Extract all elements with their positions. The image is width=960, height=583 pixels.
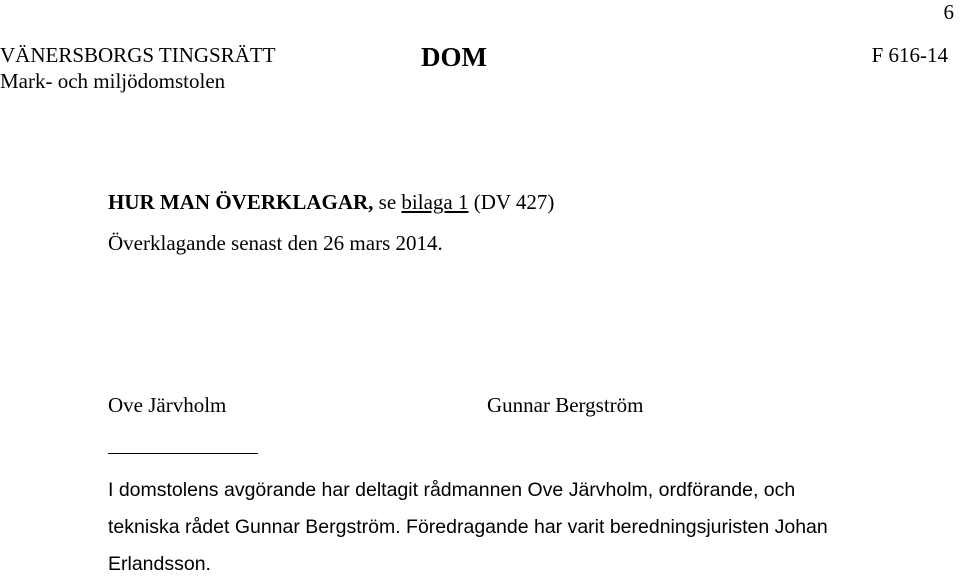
court-name-line-1: VÄNERSBORGS TINGSRÄTT — [0, 43, 276, 67]
appeal-heading: HUR MAN ÖVERKLAGAR, — [108, 190, 374, 214]
document-type: DOM — [421, 42, 487, 72]
composition-line-2: tekniska rådet Gunnar Bergström. Föredragande har varit beredningsjuristen Johan — [108, 516, 828, 538]
appeal-deadline: Överklagande senast den 26 mars 2014. — [108, 231, 443, 255]
court-name-line-2: Mark- och miljödomstolen — [0, 69, 226, 93]
signature-name-2: Gunnar Bergström — [487, 393, 644, 417]
signature-name-1: Ove Järvholm — [108, 393, 227, 417]
case-number: F 616-14 — [871, 43, 948, 67]
composition-line-1: I domstolens avgörande har deltagit rådmannen Ove Järvholm, ordförande, och — [108, 479, 796, 501]
court-name — [0, 42, 276, 94]
attachment-link[interactable]: bilaga 1 — [401, 190, 469, 214]
appeal-see-text: se — [378, 190, 397, 214]
form-reference: (DV 427) — [473, 190, 555, 214]
appeal-instructions — [108, 189, 554, 215]
divider-rule — [108, 453, 258, 454]
page-number: 6 — [943, 0, 954, 24]
court-composition-paragraph — [108, 472, 898, 583]
composition-line-3: Erlandsson. — [108, 553, 211, 575]
